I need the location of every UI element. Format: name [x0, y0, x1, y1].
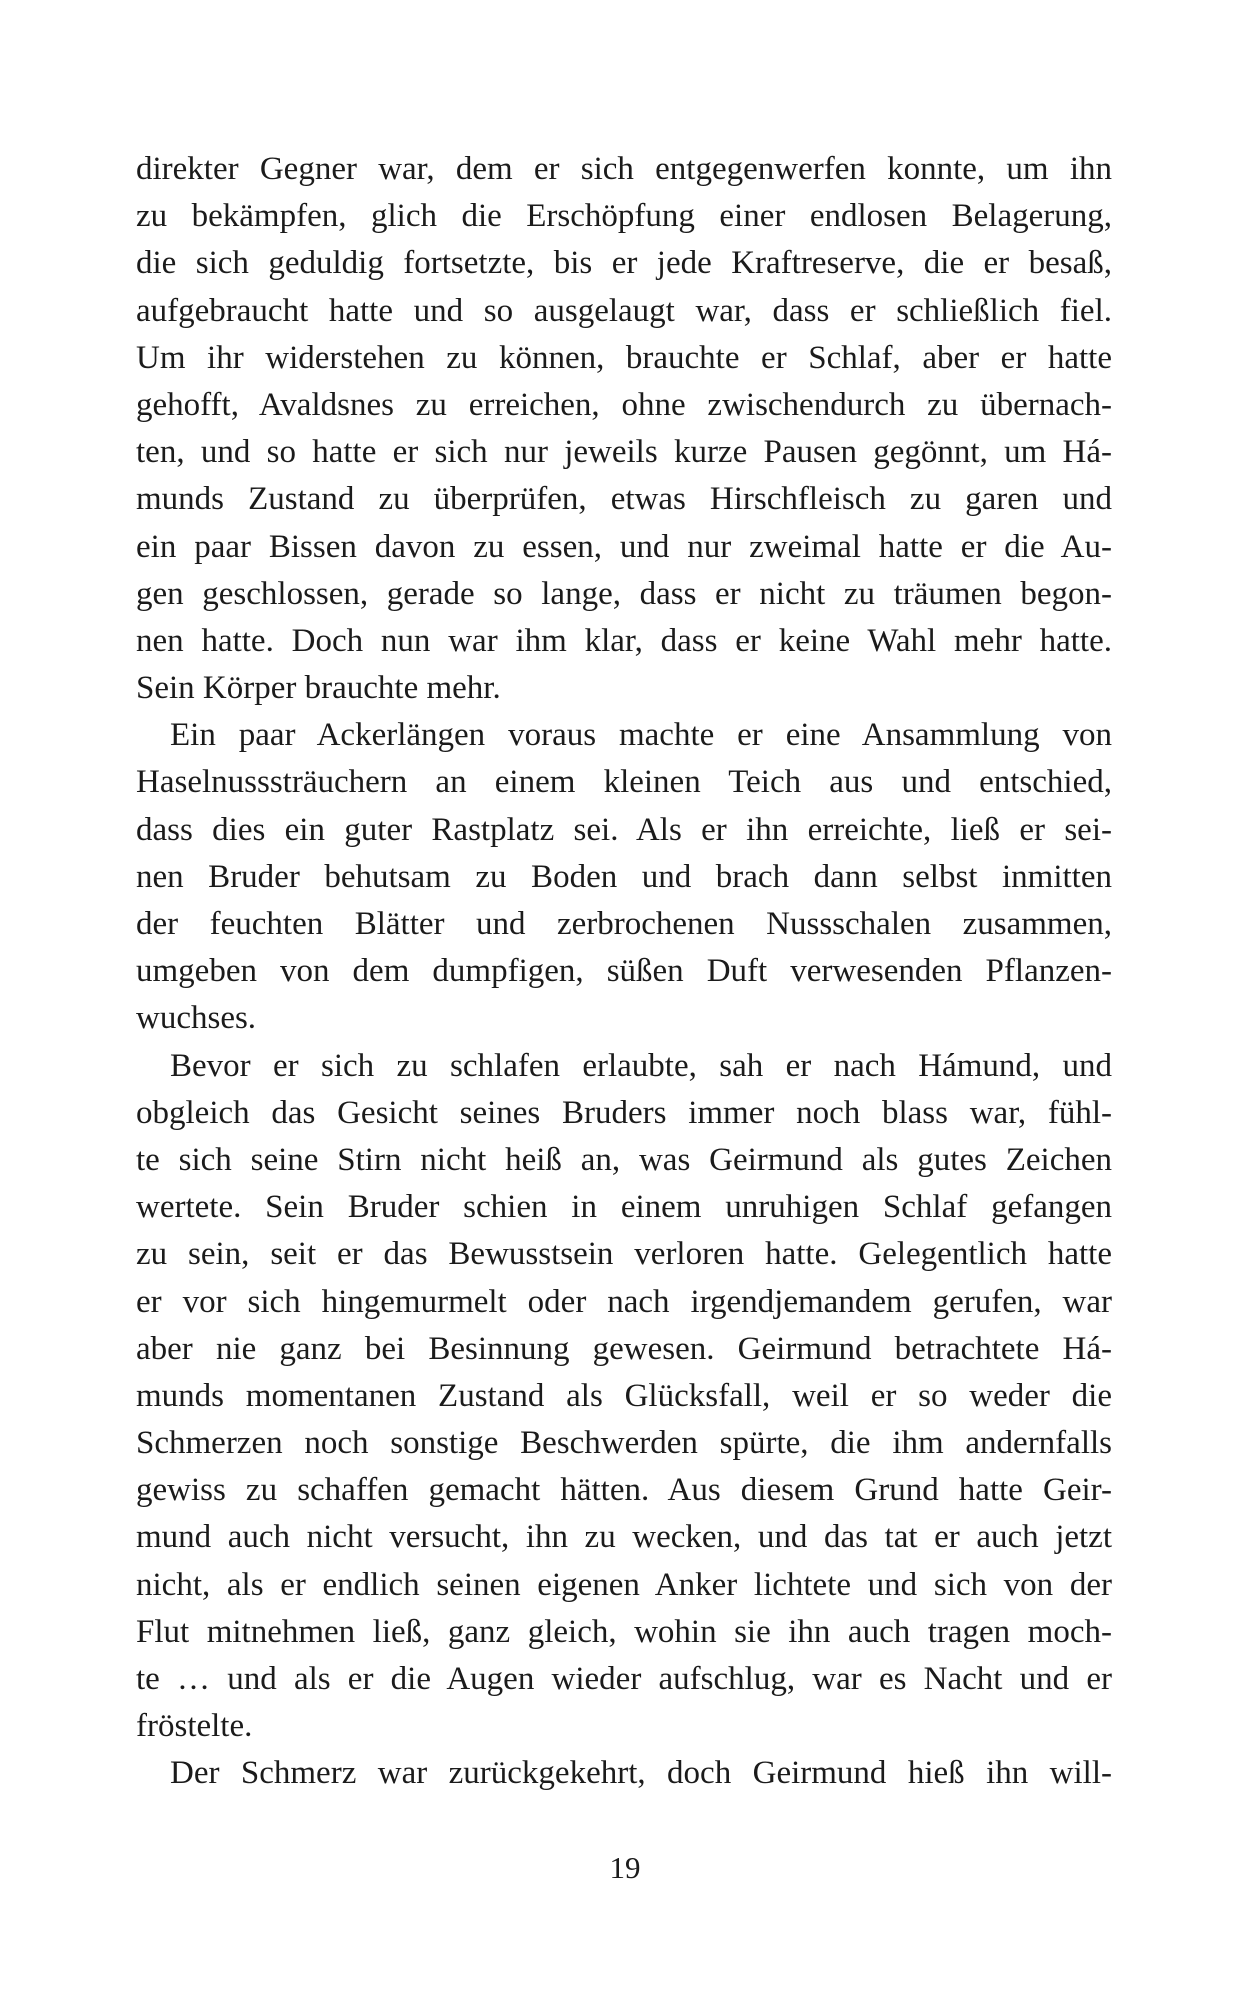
text-line: Haselnusssträuchern an einem kleinen Teich aus und entschied,: [136, 764, 1112, 801]
text-line: dass dies ein guter Rastplatz sei. Als er ihn erreichte, ließ er sei-: [136, 811, 1112, 848]
text-line: Schmerzen noch sonstige Beschwerden spürte, die ihm andernfalls: [136, 1425, 1112, 1462]
text-line: mund auch nicht versucht, ihn zu wecken, und das tat er auch jetzt: [136, 1519, 1112, 1556]
text-line: te sich seine Stirn nicht heiß an, was Geirmund als gutes Zeichen: [136, 1141, 1112, 1178]
text-line: Der Schmerz war zurückgekehrt, doch Geirmund hieß ihn will-: [170, 1755, 1112, 1792]
text-line: Ein paar Ackerlängen voraus machte er eine Ansammlung von: [170, 717, 1112, 754]
text-line: te … und als er die Augen wieder aufschlug, war es Nacht und er: [136, 1661, 1112, 1697]
text-line: umgeben von dem dumpfigen, süßen Duft verwesenden Pflanzen-: [136, 953, 1112, 990]
page-number: 19: [609, 1850, 641, 1885]
text-line: er vor sich hingemurmelt oder nach irgendjemandem gerufen, war: [136, 1283, 1112, 1320]
text-line: direkter Gegner war, dem er sich entgegenwerfen konnte, um ihn: [136, 151, 1112, 187]
text-line: zu bekämpfen, glich die Erschöpfung einer endlosen Belagerung,: [136, 198, 1112, 235]
text-line: Sein Körper brauchte mehr.: [136, 670, 501, 707]
text-line: ein paar Bissen davon zu essen, und nur zweimal hatte er die Au-: [136, 528, 1112, 565]
text-line: obgleich das Gesicht seines Bruders immer noch blass war, fühl-: [136, 1094, 1112, 1131]
book-page-body: [136, 146, 1112, 1798]
text-line: zu sein, seit er das Bewusstsein verloren hatte. Gelegentlich hatte: [136, 1236, 1112, 1273]
text-line: munds Zustand zu überprüfen, etwas Hirschfleisch zu garen und: [136, 481, 1112, 518]
text-line: gehofft, Avaldsnes zu erreichen, ohne zwischendurch zu übernach-: [136, 386, 1112, 423]
text-line: aber nie ganz bei Besinnung gewesen. Geirmund betrachtete Há-: [136, 1330, 1112, 1367]
paragraph-4: [136, 1750, 1112, 1797]
text-line: fröstelte.: [136, 1708, 253, 1745]
text-line: wertete. Sein Bruder schien in einem unruhigen Schlaf gefangen: [136, 1189, 1112, 1226]
text-line: Bevor er sich zu schlafen erlaubte, sah er nach Hámund, und: [170, 1047, 1112, 1084]
text-line: nen Bruder behutsam zu Boden und brach dann selbst inmitten: [136, 858, 1112, 895]
paragraph-2: [136, 712, 1112, 1042]
paragraph-1: [136, 146, 1112, 712]
text-line: Um ihr widerstehen zu können, brauchte er Schlaf, aber er hatte: [136, 339, 1112, 376]
text-line: Flut mitnehmen ließ, ganz gleich, wohin sie ihn auch tragen moch-: [136, 1613, 1112, 1650]
text-line: ten, und so hatte er sich nur jeweils kurze Pausen gegönnt, um Há-: [136, 434, 1112, 471]
text-line: wuchses.: [136, 1000, 257, 1037]
text-line: die sich geduldig fortsetzte, bis er jede Kraftreserve, die er besaß,: [136, 245, 1112, 282]
text-line: aufgebraucht hatte und so ausgelaugt war, dass er schließlich fiel.: [136, 292, 1112, 329]
text-line: nicht, als er endlich seinen eigenen Anker lichtete und sich von der: [136, 1566, 1112, 1603]
text-line: gewiss zu schaffen gemacht hätten. Aus diesem Grund hatte Geir-: [136, 1472, 1112, 1509]
text-line: nen hatte. Doch nun war ihm klar, dass er keine Wahl mehr hatte.: [136, 622, 1112, 659]
text-line: der feuchten Blätter und zerbrochenen Nussschalen zusammen,: [136, 906, 1112, 942]
text-line: munds momentanen Zustand als Glücksfall, weil er so weder die: [136, 1377, 1112, 1414]
text-line: gen geschlossen, gerade so lange, dass er nicht zu träumen begon-: [136, 575, 1112, 612]
paragraph-3: [136, 1043, 1112, 1751]
